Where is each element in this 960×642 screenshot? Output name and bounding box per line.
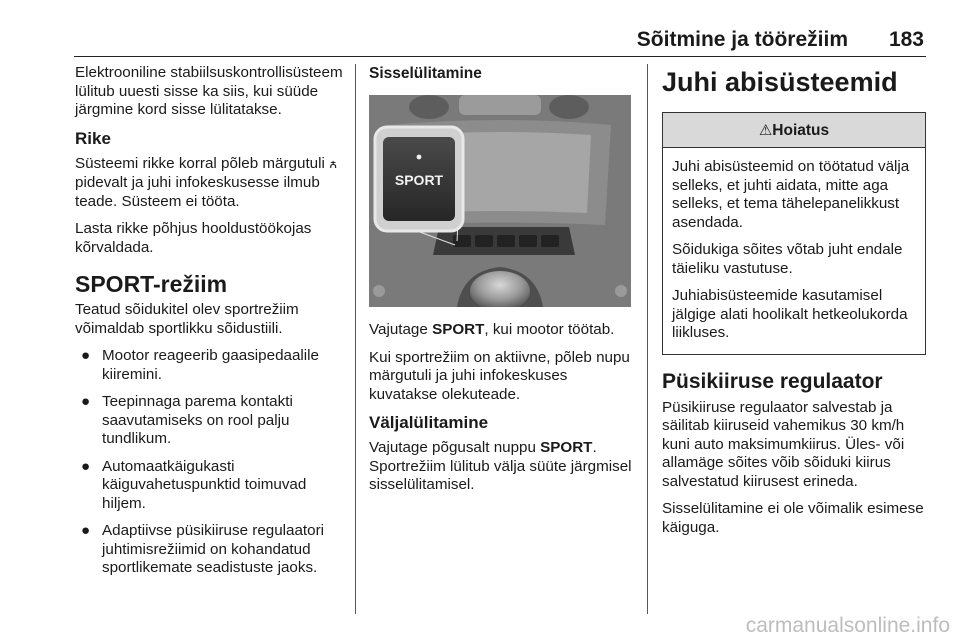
page-header-title: Sõitmine ja töörežiim: [636, 28, 848, 51]
column-divider-1: [355, 64, 356, 614]
list-item: ● Mootor reageerib gaasipedaalile kiiremini.: [81, 347, 319, 383]
bullet-icon: ●: [81, 457, 91, 475]
deactivation-heading: Väljalülitamine: [369, 413, 489, 432]
sport-mode-heading: SPORT-režiim: [75, 271, 228, 297]
list-item: ● Adaptiivse püsikiiruse regulaatori juhtimisrežiimid on kohandatud sportlikemate seadistuste jaoks.: [81, 522, 325, 576]
esc-warning-light-icon: ꙉ: [329, 156, 338, 172]
activation-heading: Sisselülitamine: [369, 65, 482, 82]
activation-paragraph: Vajutage SPORT, kui mootor töötab.: [369, 321, 615, 338]
warning-paragraph-3: Juhiabisüsteemide kasutamisel jälgige alati hoolikalt hetkeolukorda liikluses.: [672, 287, 908, 341]
sport-button-ref: SPORT: [432, 321, 485, 338]
page-number: 183: [888, 28, 924, 51]
warning-title: Hoiatus: [772, 122, 830, 139]
column-divider-2: [647, 64, 648, 614]
sport-button-label: SPORT: [394, 172, 444, 188]
bullet-icon: ●: [81, 393, 91, 410]
active-status-paragraph: Kui sportrežiim on aktiivne, põleb nupu märgutuli ja juhi infokeskuses kuvatakse olekuteade.: [369, 348, 630, 403]
sport-mode-bullet-list: [75, 347, 347, 578]
cruise-control-paragraph-2: Sisselülitamine ei ole võimalik esimese käiguga.: [662, 500, 924, 536]
list-item: ● Teepinnaga parema kontakti saavutamiseks on rool palju tundlikum.: [81, 393, 293, 447]
sport-mode-intro: Teatud sõidukitel olev sportrežiim võimaldab sportlikku sõidustiili.: [75, 301, 299, 337]
column-1: [75, 64, 347, 587]
esc-intro-paragraph: Elektrooniline stabiilsuskontrollisüsteem lülitub uuesti sisse ka siis, kui süüde järgmine kord sisse lülitatakse.: [75, 64, 343, 118]
column-3: [662, 64, 926, 546]
rike-paragraph-2: Lasta rikke põhjus hooldustöökojas kõrvaldada.: [75, 220, 312, 256]
deactivation-paragraph: Vajutage põgusalt nuppu SPORT. Sportrežiim lülitub välja süüte järgmisel sisselülitamisel.: [369, 439, 632, 493]
column-2: [369, 64, 634, 504]
driver-assistance-heading: Juhi abisüsteemid: [662, 67, 898, 97]
watermark: carmanualsonline.info: [745, 614, 950, 637]
sport-button-photo: [369, 95, 631, 307]
cruise-control-paragraph-1: Püsikiiruse regulaator salvestab ja säilitab kiiruseid vahemikus 30 km/h kuni auto maksimumkiirus. Üles- või allamäge sõites võib sõiduki kiirus salvestatud kiirusest erineda.: [662, 398, 905, 490]
warning-paragraph-1: Juhi abisüsteemid on töötatud välja selleks, et juhti aidata, mitte aga selleks, et tema tähelepanelikkust asendada.: [672, 158, 910, 231]
page-header: [0, 26, 960, 56]
cruise-control-heading: Püsikiiruse regulaator: [662, 369, 883, 393]
list-item: ● Automaatkäigukasti käiguvahetuspunktid toimuvad hiljem.: [81, 457, 307, 512]
warning-header: [663, 113, 925, 148]
rike-heading: Rike: [75, 128, 111, 148]
console-illustration: [369, 95, 631, 307]
header-rule: [74, 56, 926, 57]
warning-paragraph-2: Sõidukiga sõites võtab juht endale täieliku vastutuse.: [672, 241, 903, 277]
rike-paragraph-1: Süsteemi rikke korral põleb märgutuli ꙉ pidevalt ja juhi infokeskusesse ilmub teade. Süsteem ei tööta.: [75, 154, 338, 210]
warning-triangle-icon: ⚠: [758, 121, 773, 139]
bullet-icon: ●: [81, 347, 91, 364]
warning-body: [663, 148, 925, 354]
sport-button-ref: SPORT: [540, 439, 593, 456]
bullet-icon: ●: [81, 522, 91, 539]
warning-box: [662, 112, 926, 355]
